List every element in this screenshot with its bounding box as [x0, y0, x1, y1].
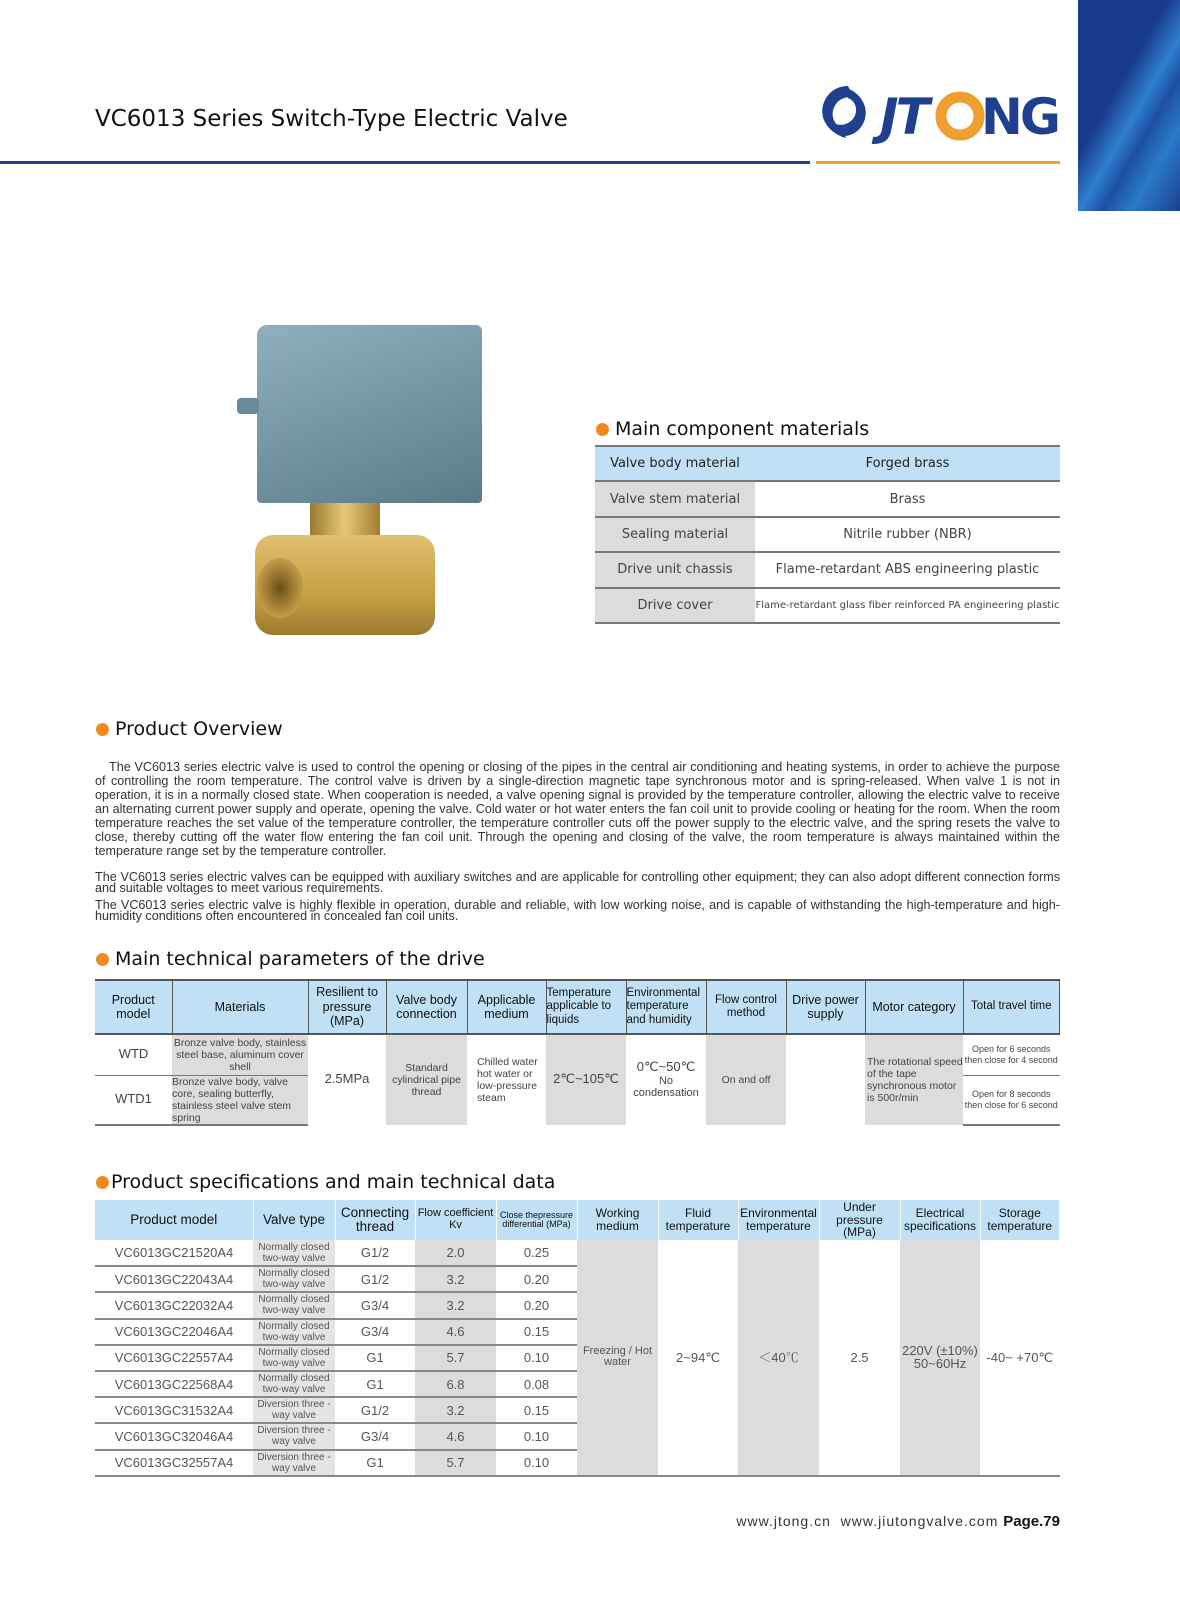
material-value: Brass	[755, 481, 1060, 516]
liquid-temp-cell: 2℃~105℃	[546, 1034, 626, 1125]
model-cell: VC6013GC22032A4	[95, 1292, 253, 1318]
column-header: Total travel time	[963, 980, 1060, 1034]
table-row	[95, 1034, 1060, 1075]
drive-parameters-table	[95, 979, 1060, 1126]
pressure-diff-cell: 0.25	[496, 1240, 577, 1266]
column-header: Storage temperature	[980, 1200, 1060, 1240]
model-cell: VC6013GC32046A4	[95, 1423, 253, 1449]
material-label: Valve body material	[595, 446, 755, 481]
valve-type-cell: Normally closed two-way valve	[253, 1319, 335, 1345]
column-header: Flow coefficient Kv	[415, 1200, 496, 1240]
specifications-table	[95, 1200, 1060, 1477]
column-header: Motor category	[865, 980, 963, 1034]
thread-cell: G3/4	[335, 1292, 415, 1318]
column-header: Under pressure (MPa)	[819, 1200, 900, 1240]
valve-type-cell: Normally closed two-way valve	[253, 1345, 335, 1371]
kv-cell: 4.6	[415, 1319, 496, 1345]
column-header: Environmental temperature	[738, 1200, 819, 1240]
env-temp: 0℃~50℃	[636, 1058, 696, 1074]
model-cell: VC6013GC32557A4	[95, 1450, 253, 1476]
divider	[0, 161, 810, 164]
thread-cell: G1/2	[335, 1240, 415, 1266]
model-cell: VC6013GC21520A4	[95, 1240, 253, 1266]
svg-text:JT: JT	[880, 88, 927, 146]
pressure-diff-cell: 0.10	[496, 1423, 577, 1449]
kv-cell: 3.2	[415, 1292, 496, 1318]
column-header: Electrical specifications	[900, 1200, 980, 1240]
pressure-diff-cell: 0.15	[496, 1397, 577, 1423]
kv-cell: 5.7	[415, 1345, 496, 1371]
valve-type-cell: Normally closed two-way valve	[253, 1240, 335, 1266]
overview-paragraph: The VC6013 series electric valves can be equipped with auxiliary switches and are applicable for controlling other equipment; they can also adopt different connection forms and suitable voltages to meet various requirements.	[95, 870, 1060, 895]
thread-cell: G1	[335, 1450, 415, 1476]
shared-storage-cell: -40~ +70℃	[980, 1240, 1060, 1476]
model-cell: VC6013GC22046A4	[95, 1319, 253, 1345]
table-row	[595, 446, 1060, 481]
shared-medium-cell: Freezing / Hot water	[577, 1240, 658, 1476]
column-header: Working medium	[577, 1200, 658, 1240]
env-humidity: No condensation	[633, 1074, 699, 1100]
shared-electrical-cell: 220V (±10%) 50~60Hz	[900, 1240, 980, 1476]
kv-cell: 3.2	[415, 1397, 496, 1423]
thread-cell: G3/4	[335, 1423, 415, 1449]
kv-cell: 6.8	[415, 1371, 496, 1397]
valve-type-cell: Normally closed two-way valve	[253, 1292, 335, 1318]
bullet-icon	[96, 723, 109, 736]
materials-cell: Bronze valve body, valve core, sealing butterfly, stainless steel valve stem spring	[172, 1075, 308, 1125]
power-supply-cell	[786, 1034, 865, 1125]
valve-type-cell: Normally closed two-way valve	[253, 1266, 335, 1292]
shared-pressure-cell: 2.5	[819, 1240, 900, 1476]
pressure-cell: 2.5MPa	[324, 1071, 370, 1087]
motor-cell: The rotational speed of the tape synchronous motor is 500r/min	[865, 1034, 963, 1125]
section-heading-materials: Main component materials	[596, 418, 869, 440]
overview-paragraph: The VC6013 series electric valve is highly flexible in operation, durable and reliable, with low working noise, and is capable of withstanding the high-temperature and high-humidity conditions often encountered in concealed fan coil units.	[95, 898, 1060, 923]
model-cell: VC6013GC31532A4	[95, 1397, 253, 1423]
material-label: Drive cover	[595, 588, 755, 623]
connection-cell: Standard cylindrical pipe thread	[386, 1034, 467, 1125]
pressure-diff-cell: 0.20	[496, 1292, 577, 1318]
travel-cell: Open for 6 seconds then close for 4 second	[963, 1034, 1060, 1075]
bullet-icon	[96, 953, 109, 966]
column-header: Drive power supply	[786, 980, 865, 1034]
divider	[816, 161, 1060, 164]
material-value: Forged brass	[755, 446, 1060, 481]
page-number: Page.79	[1003, 1513, 1060, 1530]
bullet-icon	[96, 1176, 109, 1189]
medium-cell: Chilled water hot water or low-pressure steam	[477, 1055, 538, 1104]
kv-cell: 3.2	[415, 1266, 496, 1292]
pressure-diff-cell: 0.10	[496, 1450, 577, 1476]
shared-env-temp-cell: ＜40℃	[738, 1240, 819, 1476]
thread-cell: G1	[335, 1345, 415, 1371]
material-label: Sealing material	[595, 517, 755, 552]
column-header: Applicable medium	[467, 980, 546, 1034]
material-label: Drive unit chassis	[595, 552, 755, 587]
table-row	[95, 1240, 1060, 1266]
material-label: Valve stem material	[595, 481, 755, 516]
jtong-logo	[818, 78, 1063, 146]
kv-cell: 5.7	[415, 1450, 496, 1476]
valve-type-cell: Normally closed two-way valve	[253, 1371, 335, 1397]
thread-cell: G1/2	[335, 1397, 415, 1423]
material-value: Nitrile rubber (NBR)	[755, 517, 1060, 552]
column-header: Product model	[95, 980, 172, 1034]
decorative-stripe	[1078, 0, 1180, 211]
column-header: Fluid temperature	[658, 1200, 738, 1240]
footer	[736, 1513, 1060, 1530]
pressure-diff-cell: 0.10	[496, 1345, 577, 1371]
travel-cell: Open for 8 seconds then close for 6 second	[963, 1075, 1060, 1125]
kv-cell: 2.0	[415, 1240, 496, 1266]
env-cell	[626, 1034, 706, 1125]
table-row	[595, 588, 1060, 623]
footer-urls: www.jtong.cn www.jiutongvalve.com	[736, 1513, 999, 1529]
column-header: Materials	[172, 980, 308, 1034]
model-cell: VC6013GC22568A4	[95, 1371, 253, 1397]
model-cell: VC6013GC22043A4	[95, 1266, 253, 1292]
kv-cell: 4.6	[415, 1423, 496, 1449]
column-header: Connecting thread	[335, 1200, 415, 1240]
material-value: Flame-retardant glass fiber reinforced PA engineering plastic	[755, 588, 1060, 623]
overview-paragraph: The VC6013 series electric valve is used to control the opening or closing of the pipes in the central air conditioning and heating systems, in order to achieve the purpose of controlling the room temperature. The control valve is driven by a single-direction magnetic tape synchronous motor and is spring-released. When valve 1 is not in operation, it is in a normally closed state. When cooperation is needed, a valve opening signal is provided by the temperature controller, allowing the electric valve to receive an alternating current power supply and operate, opening the valve. Cold water or hot water enters the fan coil unit to provide cooling or heating for the room. When the room temperature reaches the set value of the temperature controller, the temperature controller cuts off the power supply to the electric valve, and the spring resets the valve to close, thereby cutting off the water flow entering the fan coil unit. Through the opening and closing of the valve, the room temperature is always maintained within the temperature range set by the temperature controller.	[95, 760, 1060, 858]
model-cell: WTD1	[95, 1075, 172, 1125]
flow-control-cell: On and off	[706, 1034, 786, 1125]
thread-cell: G1/2	[335, 1266, 415, 1292]
page-title: VC6013 Series Switch-Type Electric Valve	[95, 106, 568, 132]
valve-type-cell: Diversion three -way valve	[253, 1450, 335, 1476]
pressure-diff-cell: 0.15	[496, 1319, 577, 1345]
column-header: Valve type	[253, 1200, 335, 1240]
section-heading-drive: Main technical parameters of the drive	[96, 948, 485, 970]
model-cell: VC6013GC22557A4	[95, 1345, 253, 1371]
valve-product-image	[235, 320, 500, 650]
pressure-diff-cell: 0.20	[496, 1266, 577, 1292]
column-header: Resilient to pressure (MPa)	[308, 980, 386, 1034]
column-header: Close thepressure differential (MPa)	[496, 1200, 577, 1240]
materials-cell: Bronze valve body, stainless steel base, aluminum cover shell	[172, 1034, 308, 1075]
table-row	[595, 517, 1060, 552]
thread-cell: G1	[335, 1371, 415, 1397]
shared-fluid-temp-cell: 2~94℃	[658, 1240, 738, 1476]
svg-text:NG: NG	[981, 88, 1058, 146]
column-header: Environmental temperature and humidity	[626, 980, 706, 1034]
column-header: Valve body connection	[386, 980, 467, 1034]
pressure-diff-cell: 0.08	[496, 1371, 577, 1397]
column-header: Flow control method	[706, 980, 786, 1034]
valve-type-cell: Diversion three -way valve	[253, 1397, 335, 1423]
bullet-icon	[596, 423, 609, 436]
thread-cell: G3/4	[335, 1319, 415, 1345]
material-value: Flame-retardant ABS engineering plastic	[755, 552, 1060, 587]
section-heading-overview: Product Overview	[96, 718, 283, 740]
valve-type-cell: Diversion three -way valve	[253, 1423, 335, 1449]
column-header: Product model	[95, 1200, 253, 1240]
materials-table	[595, 445, 1060, 624]
section-heading-specs: Product specifications and main technical data	[96, 1171, 555, 1193]
model-cell: WTD	[95, 1034, 172, 1075]
table-row	[595, 481, 1060, 516]
column-header: Temperature applicable to liquids	[546, 980, 626, 1034]
table-row	[595, 552, 1060, 587]
